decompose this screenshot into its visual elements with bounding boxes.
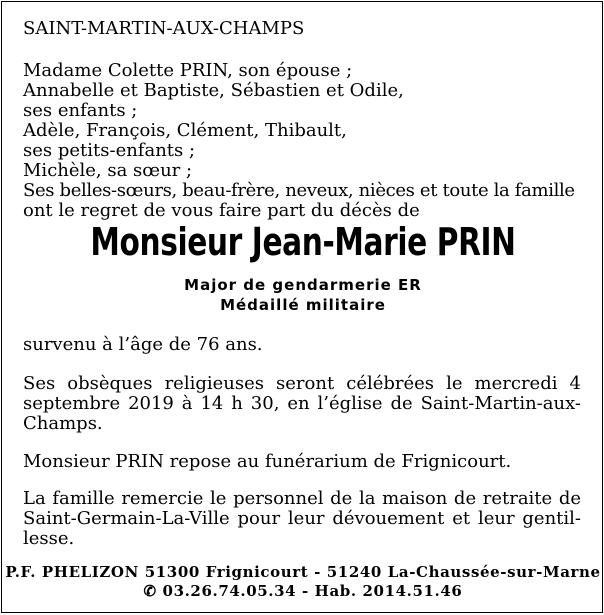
family-line-1: Madame Colette PRIN, son épouse ; [23, 60, 353, 81]
rest-line: Monsieur PRIN repose au funérarium de Frignicourt. [23, 451, 512, 472]
funeral-line-1: Ses obsèques religieuses seront célébrées le mercredi 4 [23, 373, 581, 394]
family-line-5: ses petits-enfants ; [23, 140, 196, 161]
family-line-3: ses enfants ; [23, 100, 138, 121]
place-heading: SAINT-MARTIN-AUX-CHAMPS [23, 18, 305, 39]
deceased-name: Monsieur Jean-Marie PRIN [90, 220, 516, 264]
funeral-home-line: P.F. PHELIZON 51300 Frignicourt - 51240 La-Chaussée-sur-Marne [5, 563, 601, 581]
family-line-7: Ses belles-sœurs, beau-frère, neveux, nièces et toute la famille [23, 180, 575, 201]
age-line: survenu à l’âge de 76 ans. [23, 334, 263, 355]
family-line-2: Annabelle et Baptiste, Sébastien et Odile, [23, 80, 404, 101]
family-line-4: Adèle, François, Clément, Thibault, [23, 120, 347, 141]
deceased-title-1: Major de gendarmerie ER [184, 276, 422, 294]
obituary-notice [1, 1, 603, 613]
funeral-home-phone: ✆ 03.26.74.05.34 - Hab. 2014.51.46 [143, 582, 463, 600]
funeral-line-2: septembre 2019 à 14 h 30, en l’église de Saint-Martin-aux- [23, 393, 581, 414]
funeral-line-3: Champs. [23, 413, 103, 434]
family-line-8: ont le regret de vous faire part du décès de [23, 200, 420, 221]
thanks-line-3: lesse. [23, 528, 75, 549]
deceased-title-2: Médaillé militaire [220, 296, 386, 314]
thanks-line-2: Saint-Germain-La-Ville pour leur dévouement et leur gentil- [23, 508, 581, 529]
thanks-line-1: La famille remercie le personnel de la maison de retraite de [23, 488, 581, 509]
family-line-6: Michèle, sa sœur ; [23, 160, 193, 181]
